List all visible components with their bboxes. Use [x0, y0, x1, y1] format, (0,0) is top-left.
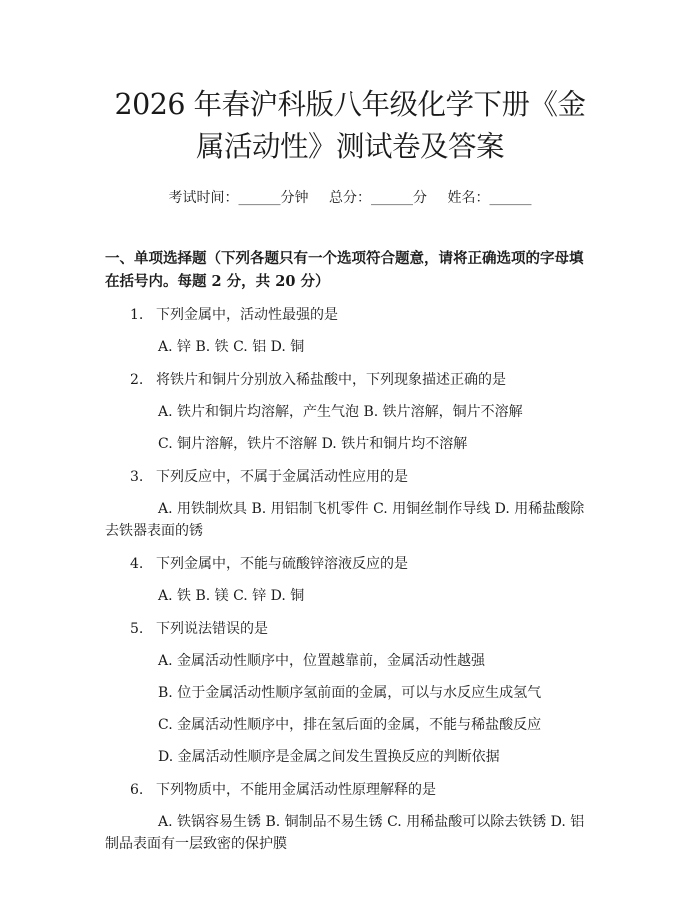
question-text: 将铁片和铜片分别放入稀盐酸中，下列现象描述正确的是 — [156, 372, 506, 388]
question-options: D. 金属活动性顺序是金属之间发生置换反应的判断依据 — [158, 749, 500, 765]
question-options: A. 用铁制炊具 B. 用铝制飞机零件 C. 用铜丝制作导线 D. 用稀盐酸除去铁器表面的锈 — [105, 501, 585, 539]
question-number: 5. — [130, 621, 144, 637]
question-number: 6. — [130, 782, 144, 798]
question-text: 下列金属中，不能与硫酸锌溶液反应的是 — [156, 556, 408, 572]
question-options: C. 金属活动性顺序中，排在氢后面的金属，不能与稀盐酸反应 — [158, 717, 542, 733]
question-text: 下列金属中，活动性最强的是 — [156, 307, 338, 323]
question-number: 4. — [130, 556, 144, 572]
question-number: 2. — [130, 372, 144, 388]
question — [105, 779, 595, 801]
question-options: A. 铁片和铜片均溶解，产生气泡 B. 铁片溶解，铜片不溶解 — [158, 404, 523, 420]
question-text: 下列反应中，不属于金属活动性应用的是 — [156, 469, 408, 485]
question-options: C. 铜片溶解，铁片不溶解 D. 铁片和铜片均不溶解 — [158, 436, 468, 452]
question-text: 下列物质中，不能用金属活动性原理解释的是 — [156, 782, 436, 798]
question-options: A. 锌 B. 铁 C. 铝 D. 铜 — [158, 339, 305, 355]
question-options: A. 金属活动性顺序中，位置越靠前，金属活动性越强 — [158, 653, 486, 669]
total-score-field: 总分：______分 — [329, 190, 427, 206]
question-number: 1. — [130, 307, 144, 323]
question-options: A. 铁锅容易生锈 B. 铜制品不易生锈 C. 用稀盐酸可以除去铁锈 D. 铝制品表面有一层致密的保护膜 — [105, 814, 585, 852]
section-heading: 一、单项选择题（下列各题只有一个选项符合题意，请将正确选项的字母填在括号内。每题 2 分，共 20 分） — [105, 250, 584, 290]
question-text: 下列说法错误的是 — [156, 621, 268, 637]
exam-meta — [105, 188, 595, 208]
question — [105, 466, 595, 488]
name-field: 姓名：______ — [447, 190, 532, 206]
question — [105, 304, 595, 326]
question-options: B. 位于金属活动性顺序氢前面的金属，可以与水反应生成氢气 — [158, 685, 542, 701]
exam-time-field: 考试时间：______分钟 — [168, 190, 309, 206]
question-options: A. 铁 B. 镁 C. 锌 D. 铜 — [158, 588, 305, 604]
question — [105, 553, 595, 575]
question — [105, 618, 595, 640]
document-title: 2026 年春沪科版八年级化学下册《金属活动性》测试卷及答案 — [114, 88, 586, 163]
question-number: 3. — [130, 469, 144, 485]
question — [105, 369, 595, 391]
